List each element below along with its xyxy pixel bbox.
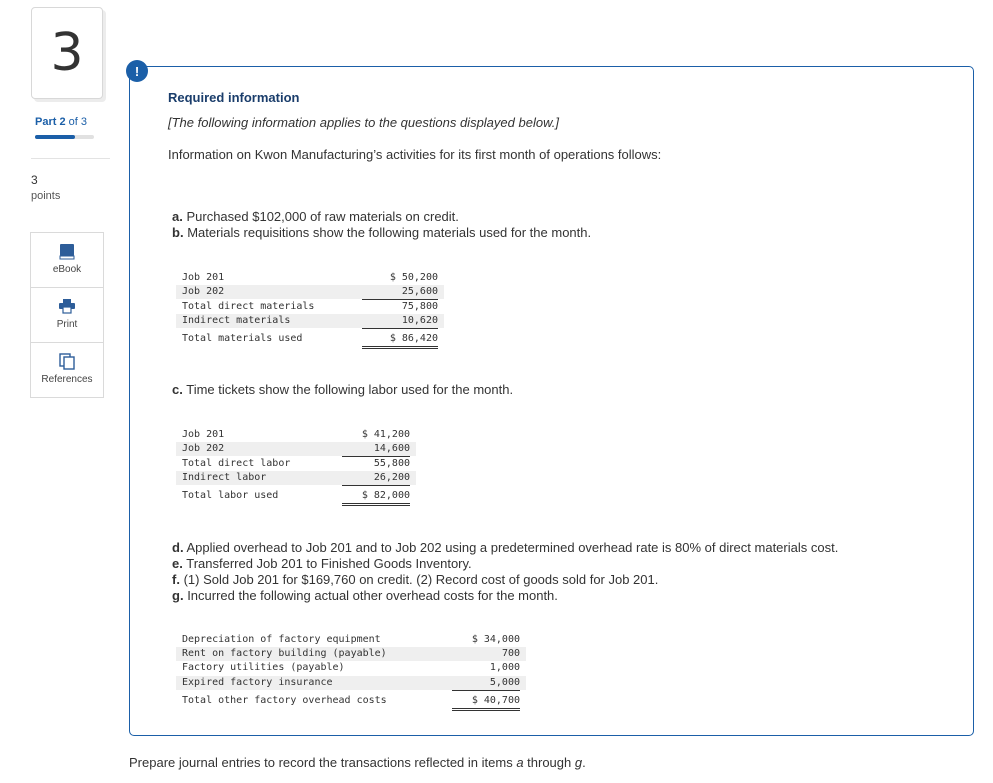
references-label: References [41,374,93,385]
info-intro: Information on Kwon Manufacturing’s activities for its first month of operations follows: [168,147,662,162]
table-row [176,633,526,647]
item-letter: g. [172,588,184,603]
item-text: Materials requisitions show the following materials used for the month. [187,225,592,240]
row-amount: 700 [501,648,520,659]
table-row [176,428,416,442]
row-amount: $ 50,200 [389,272,438,283]
row-label: Total labor used [182,490,279,501]
row-label: Job 202 [182,286,225,297]
row-amount: $ 40,700 [452,694,520,711]
alert-icon: ! [126,60,148,82]
instruction-text [129,755,586,770]
labor-table [176,428,421,508]
row-label: Job 201 [182,429,225,440]
print-button[interactable] [30,287,104,343]
item-text: Incurred the following actual other overhead costs for the month. [187,588,558,603]
item-d [172,540,838,555]
item-b [172,225,591,240]
row-amount: $ 86,420 [362,332,438,349]
item-text: Purchased $102,000 of raw materials on credit. [186,209,459,224]
item-letter: b. [172,225,184,240]
table-row [176,442,416,456]
part-of: of 3 [68,116,88,128]
table-row [176,694,526,708]
references-icon [59,353,75,370]
item-letter: e. [172,556,183,571]
item-text: (1) Sold Job 201 for $169,760 on credit. (2) Record cost of goods sold for Job 201. [183,572,659,587]
instruction-item-g: g [574,755,583,770]
row-amount: 10,620 [362,314,438,329]
table-row [176,314,444,328]
ebook-button[interactable] [30,232,104,288]
item-e [172,556,472,571]
row-amount: $ 34,000 [471,634,520,645]
book-icon [59,243,75,260]
row-label: Total direct labor [182,458,291,469]
instruction-item-a: a [516,755,524,770]
table-row [176,489,416,503]
materials-table [176,271,446,351]
instruction-mid: through [523,755,575,770]
item-text: Time tickets show the following labor used for the month. [186,382,514,397]
info-note: [The following information applies to the questions displayed below.] [168,115,559,130]
part-current: 2 [59,116,66,128]
part-progress-fill [35,135,75,139]
row-label: Total materials used [182,333,303,344]
item-letter: a. [172,209,183,224]
points-value: 3 [31,173,38,187]
row-amount: 25,600 [362,285,438,300]
table-row [176,471,416,485]
row-amount: 55,800 [373,458,410,469]
item-letter: c. [172,382,183,397]
row-label: Depreciation of factory equipment [182,634,381,645]
question-number-card [31,7,103,99]
item-c [172,382,513,397]
row-label: Total direct materials [182,301,315,312]
table-row [176,332,444,346]
table-row [176,661,526,675]
instruction-suffix: . [582,755,586,770]
part-progress-bar [35,135,94,139]
divider [31,158,110,159]
row-amount: $ 82,000 [342,489,410,506]
row-label: Job 202 [182,443,225,454]
row-label: Job 201 [182,272,225,283]
item-text: Transferred Job 201 to Finished Goods Inventory. [186,556,472,571]
print-label: Print [56,319,78,330]
item-a [172,209,459,224]
row-amount: $ 41,200 [361,429,410,440]
part-indicator [35,116,87,128]
table-row [176,285,444,299]
row-label: Expired factory insurance [182,677,333,688]
printer-icon [58,298,76,314]
row-amount: 14,600 [342,442,410,457]
row-label: Factory utilities (payable) [182,662,345,673]
row-amount: 1,000 [489,662,520,673]
row-amount: 75,800 [401,301,438,312]
item-f [172,572,658,587]
references-button[interactable] [30,342,104,398]
overhead-table [176,633,531,713]
row-label: Rent on factory building (payable) [182,648,387,659]
ebook-label: eBook [52,264,82,275]
item-letter: d. [172,540,184,555]
required-information-heading: Required information [168,90,300,105]
row-amount: 5,000 [452,676,520,691]
question-number: 3 [50,23,84,83]
instruction-prefix: Prepare journal entries to record the transactions reflected in items [129,755,517,770]
row-label: Total other factory overhead costs [182,695,387,706]
part-word: Part [35,116,57,128]
table-row [176,300,444,314]
table-row [176,647,526,661]
table-row [176,271,444,285]
item-text: Applied overhead to Job 201 and to Job 202 using a predetermined overhead rate is 80% of direct materials cost. [186,540,839,555]
row-amount: 26,200 [342,471,410,486]
item-letter: f. [172,572,180,587]
table-row [176,676,526,690]
table-row [176,457,416,471]
points-label: points [31,190,61,202]
item-g [172,588,558,603]
row-label: Indirect materials [182,315,291,326]
row-label: Indirect labor [182,472,267,483]
